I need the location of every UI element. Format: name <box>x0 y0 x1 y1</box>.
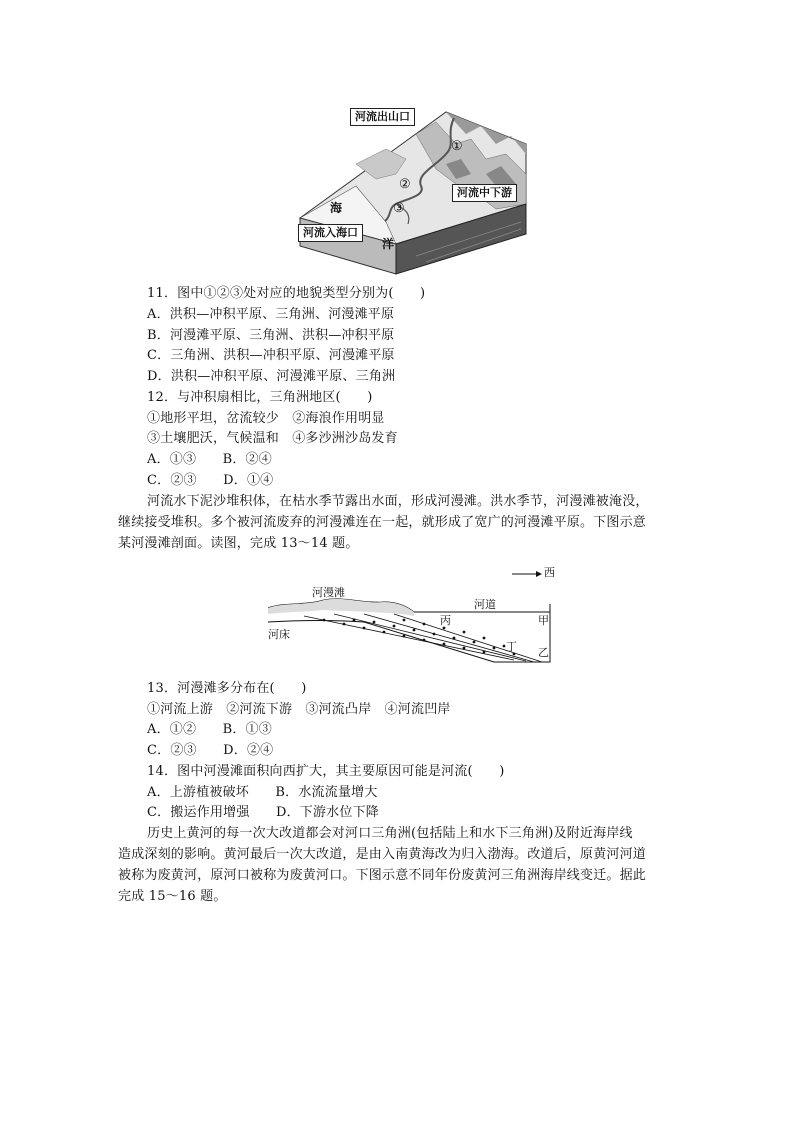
marker-2: ② <box>399 177 411 192</box>
marker-3: ③ <box>393 201 405 216</box>
q12-statements-1: ①地形平坦，岔流较少 ②海浪作用明显 <box>147 411 385 426</box>
label-sea: 海 <box>330 201 343 215</box>
label-river-mid-lower: 河流中下游 <box>452 184 517 202</box>
label-west: 西 <box>544 566 555 579</box>
label-ding: 丁 <box>506 640 517 653</box>
label-riverbed: 河床 <box>268 628 290 641</box>
passage1-line2: 继续接受堆积。多个被河流废弃的河漫滩连在一起，就形成了宽广的河漫滩平原。下图示意 <box>118 515 647 530</box>
label-bing: 丙 <box>440 614 451 627</box>
floodplain-cross-section <box>264 562 564 668</box>
q11-option-b: B．河漫滩平原、三角洲、洪积—冲积平原 <box>147 328 395 343</box>
label-ocean: 洋 <box>382 237 395 251</box>
marker-1: ① <box>451 139 463 154</box>
q13-statements: ①河流上游 ②河流下游 ③河流凸岸 ④河流凹岸 <box>147 702 451 717</box>
passage1-line1: 河流水下泥沙堆积体，在枯水季节露出水面，形成河漫滩。洪水季节，河漫滩被淹没， <box>147 494 649 509</box>
landform-block-diagram <box>296 104 528 276</box>
q14-options-cd: C．搬运作用增强 D．下游水位下降 <box>147 805 379 820</box>
q13-stem: 13．河漫滩多分布在( ) <box>147 681 307 696</box>
label-river-outlet: 河流出山口 <box>350 108 415 126</box>
q13-options-cd: C．②③ D．②④ <box>147 743 274 758</box>
passage2-line4: 完成 15～16 题。 <box>118 889 227 904</box>
q12-statements-2: ③土壤肥沃，气候温和 ④多沙洲沙岛发育 <box>147 431 398 446</box>
q12-options-ab: A．①③ B．②④ <box>147 452 272 467</box>
q13-options-ab: A．①② B．①③ <box>147 722 272 737</box>
label-yi: 乙 <box>538 646 549 659</box>
q11-option-a: A．洪积—冲积平原、三角洲、河漫滩平原 <box>147 307 395 322</box>
passage2-line3: 被称为废黄河，原河口被称为废黄河口。下图示意不同年份废黄河三角洲海岸线变迁。据此 <box>118 868 647 883</box>
label-floodplain: 河漫滩 <box>312 586 345 599</box>
q14-stem: 14．图中河漫滩面积向西扩大，其主要原因可能是河流( ) <box>147 764 505 779</box>
cross-section-drawing <box>264 562 564 668</box>
q11-stem: 11．图中①②③处对应的地貌类型分别为( ) <box>147 286 426 301</box>
q11-option-c: C．三角洲、洪积—冲积平原、河漫滩平原 <box>147 348 395 363</box>
q11-option-d: D．洪积—冲积平原、河漫滩平原、三角洲 <box>147 369 396 384</box>
passage2-line2: 造成深刻的影响。黄河最后一次大改道，是由入南黄海改为归入渤海。改道后，原黄河河道 <box>118 847 647 862</box>
label-river-mouth: 河流入海口 <box>298 224 363 242</box>
label-jia: 甲 <box>538 614 549 627</box>
q12-options-cd: C．②③ D．①④ <box>147 473 274 488</box>
q14-options-ab: A．上游植被破坏 B．水流流量增大 <box>147 785 378 800</box>
q12-stem: 12．与冲积扇相比，三角洲地区( ) <box>147 390 373 405</box>
label-channel: 河道 <box>474 598 496 611</box>
passage1-line3: 某河漫滩剖面。读图，完成 13～14 题。 <box>118 536 359 551</box>
passage2-line1: 历史上黄河的每一次大改道都会对河口三角洲(包括陆上和水下三角洲)及附近海岸线 <box>147 826 633 841</box>
